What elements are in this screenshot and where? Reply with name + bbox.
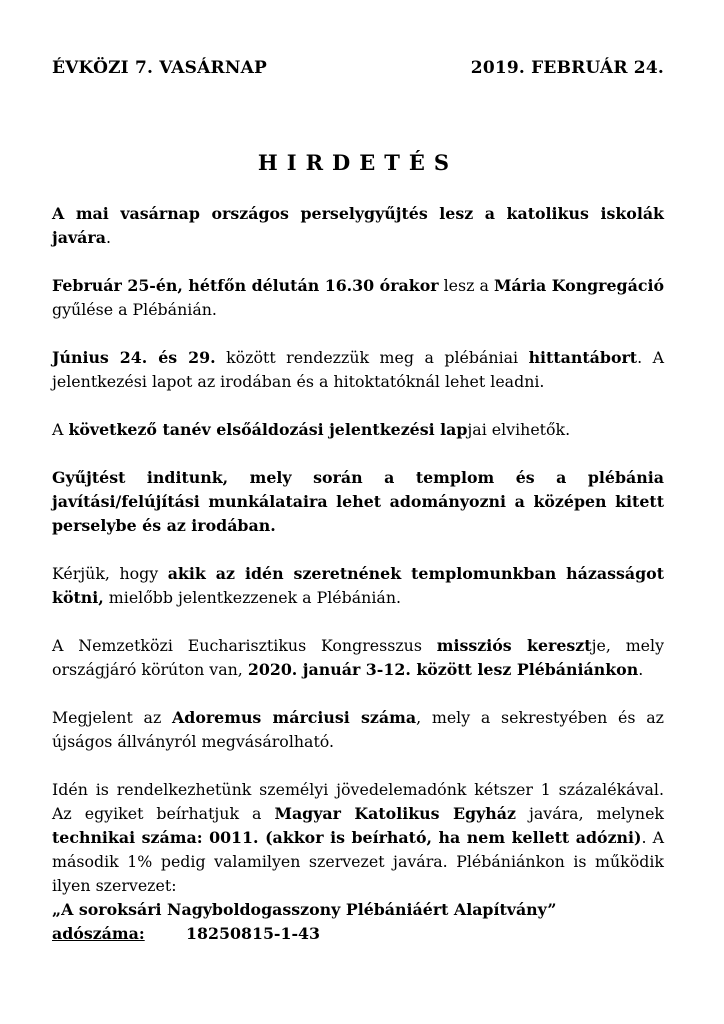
tax-id-number: 18250815-1-43 xyxy=(186,924,321,943)
announcement-collection: A mai vasárnap országos perselygyűjtés lesz a katolikus iskolák javára. xyxy=(52,204,664,247)
date: 2019. FEBRUÁR 24. xyxy=(470,58,664,78)
announcement-congregation: Február 25-én, hétfőn délután 16.30 órakor lesz a Mária Kongregáció gyűlése a Plébánián. xyxy=(52,276,664,319)
foundation-name: „A soroksári Nagyboldogasszony Plébániáért Alapítvány” xyxy=(52,900,557,919)
liturgical-day: ÉVKÖZI 7. VASÁRNAP xyxy=(52,58,267,78)
tax-id-label: adószáma: xyxy=(52,924,145,943)
announcement-tax-donation: Idén is rendelkezhetünk személyi jövedelemadónk kétszer 1 százalékával. Az egyiket beírhatjuk a Magyar Katolikus Egyház javára, melynek technikai száma: 0011. (akkor is beírható, ha nem kellett adózni). A második 1% pedig valamilyen szervezet javára. Plébániánkon is működik ilyen szervezet: xyxy=(52,780,665,895)
collection-text: A mai vasárnap országos perselygyűjtés lesz a katolikus iskolák javára xyxy=(52,204,664,247)
page-header xyxy=(52,58,664,78)
announcement-camp: Június 24. és 29. között rendezzük meg a plébániai hittantábort. A jelentkezési lapot az irodában és a hitoktatóknál lehet leadni. xyxy=(52,348,665,391)
announcement-renovation: Gyűjtést inditunk, mely során a templom és a plébánia javítási/felújítási munkálataira lehet adományozni a középen kitett perselybe és az irodában. xyxy=(52,468,664,535)
announcement-wedding: Kérjük, hogy akik az idén szeretnének templomunkban házasságot kötni, mielőbb jelentkezzenek a Plébánián. xyxy=(52,564,664,607)
foundation-tax-id xyxy=(52,922,664,946)
announcement-adoremus: Megjelent az Adoremus márciusi száma, mely a sekrestyében és az újságos állványról megvásárolható. xyxy=(52,708,664,751)
announcement-first-communion: A következő tanév elsőáldozási jelentkezési lapjai elvihetők. xyxy=(52,420,571,439)
announcement-page xyxy=(52,58,664,946)
announcement-mission-cross: A Nemzetközi Eucharisztikus Kongresszus missziós keresztje, mely országjáró körúton van, 2020. január 3-12. között lesz Plébániánkon. xyxy=(52,636,665,679)
page-title: HIRDETÉS xyxy=(257,150,459,175)
